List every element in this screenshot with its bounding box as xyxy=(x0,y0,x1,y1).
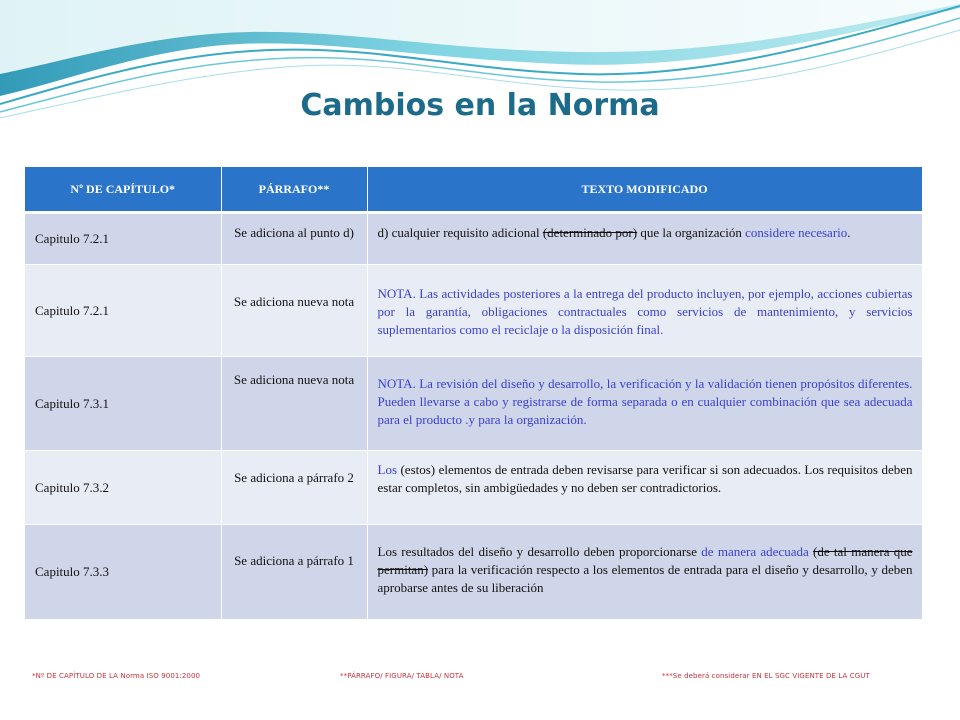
cell-parrafo: Se adiciona nueva nota xyxy=(221,265,367,357)
added-text: Los xyxy=(377,462,397,477)
page-title: Cambios en la Norma xyxy=(300,88,660,123)
cell-capitulo: Capitulo 7.2.1 xyxy=(25,213,221,265)
cell-parrafo: Se adiciona al punto d) xyxy=(221,213,367,265)
table-row xyxy=(25,525,922,620)
table-row xyxy=(25,451,922,525)
cell-capitulo: Capitulo 7.3.2 xyxy=(25,451,221,525)
cell-parrafo: Se adiciona a párrafo 2 xyxy=(221,451,367,525)
text-segment: para la verificación respecto a los elementos de entrada para el diseño y desarrollo, y deben aprobarse antes de su liberación xyxy=(377,562,913,595)
text-segment: que la organización xyxy=(637,225,746,240)
added-text: NOTA. Las actividades posteriores a la entrega del producto incluyen, por ejemplo, acciones cubiertas por la garantía, obligaciones contractuales como servicios de mantenimiento, y servicios suplementarios como el reciclaje o la disposición final. xyxy=(377,286,913,337)
cell-parrafo: Se adiciona nueva nota xyxy=(221,357,367,451)
header-texto-modificado: TEXTO MODIFICADO xyxy=(367,167,922,213)
added-text: NOTA. La revisión del diseño y desarrollo, la verificación y la validación tienen propósitos diferentes. Pueden llevarse a cabo y registrarse de forma separada o en cualquier combinación que sea adecuada para el producto .y para la organización. xyxy=(377,376,913,427)
table-row xyxy=(25,357,922,451)
text-segment: Los resultados del diseño y desarrollo deben proporcionarse xyxy=(377,544,702,559)
cell-capitulo: Capitulo 7.2.1 xyxy=(25,265,221,357)
added-text: considere necesario xyxy=(745,225,848,240)
deleted-text: (determinado por) xyxy=(542,225,638,240)
added-text: de manera adecuada xyxy=(701,544,809,559)
text-segment: . xyxy=(847,225,851,240)
footnote-parrafo: **PÁRRAFO/ FIGURA/ TABLA/ NOTA xyxy=(340,672,464,680)
footnote-sgc: ***Se deberá considerar EN EL SGC VIGENTE DE LA CGUT xyxy=(662,672,870,680)
deleted-text: (de tal manera que permitan) xyxy=(377,544,913,577)
table-row xyxy=(25,265,922,357)
header-parrafo: PÁRRAFO** xyxy=(221,167,367,213)
text-segment: d) cualquier requisito adicional xyxy=(377,225,543,240)
text-segment: (estos) elementos de entrada deben revisarse para verificar si son adecuados. Los requisitos deben estar completos, sin ambigüedades y no deben ser contradictorios. xyxy=(377,462,913,495)
header-capitulo: Nº DE CAPÍTULO* xyxy=(25,167,221,213)
table-header-row xyxy=(25,167,922,213)
footnote-capitulo: *Nº DE CAPÍTULO DE LA Norma ISO 9001:2000 xyxy=(32,672,201,680)
cell-texto xyxy=(367,265,922,357)
cell-capitulo: Capitulo 7.3.1 xyxy=(25,357,221,451)
table-row xyxy=(25,213,922,265)
cell-texto xyxy=(367,213,922,265)
changes-table xyxy=(25,167,923,620)
cell-texto xyxy=(367,451,922,525)
cell-texto xyxy=(367,357,922,451)
cell-texto xyxy=(367,525,922,620)
cell-parrafo: Se adiciona a párrafo 1 xyxy=(221,525,367,620)
cell-capitulo: Capitulo 7.3.3 xyxy=(25,525,221,620)
